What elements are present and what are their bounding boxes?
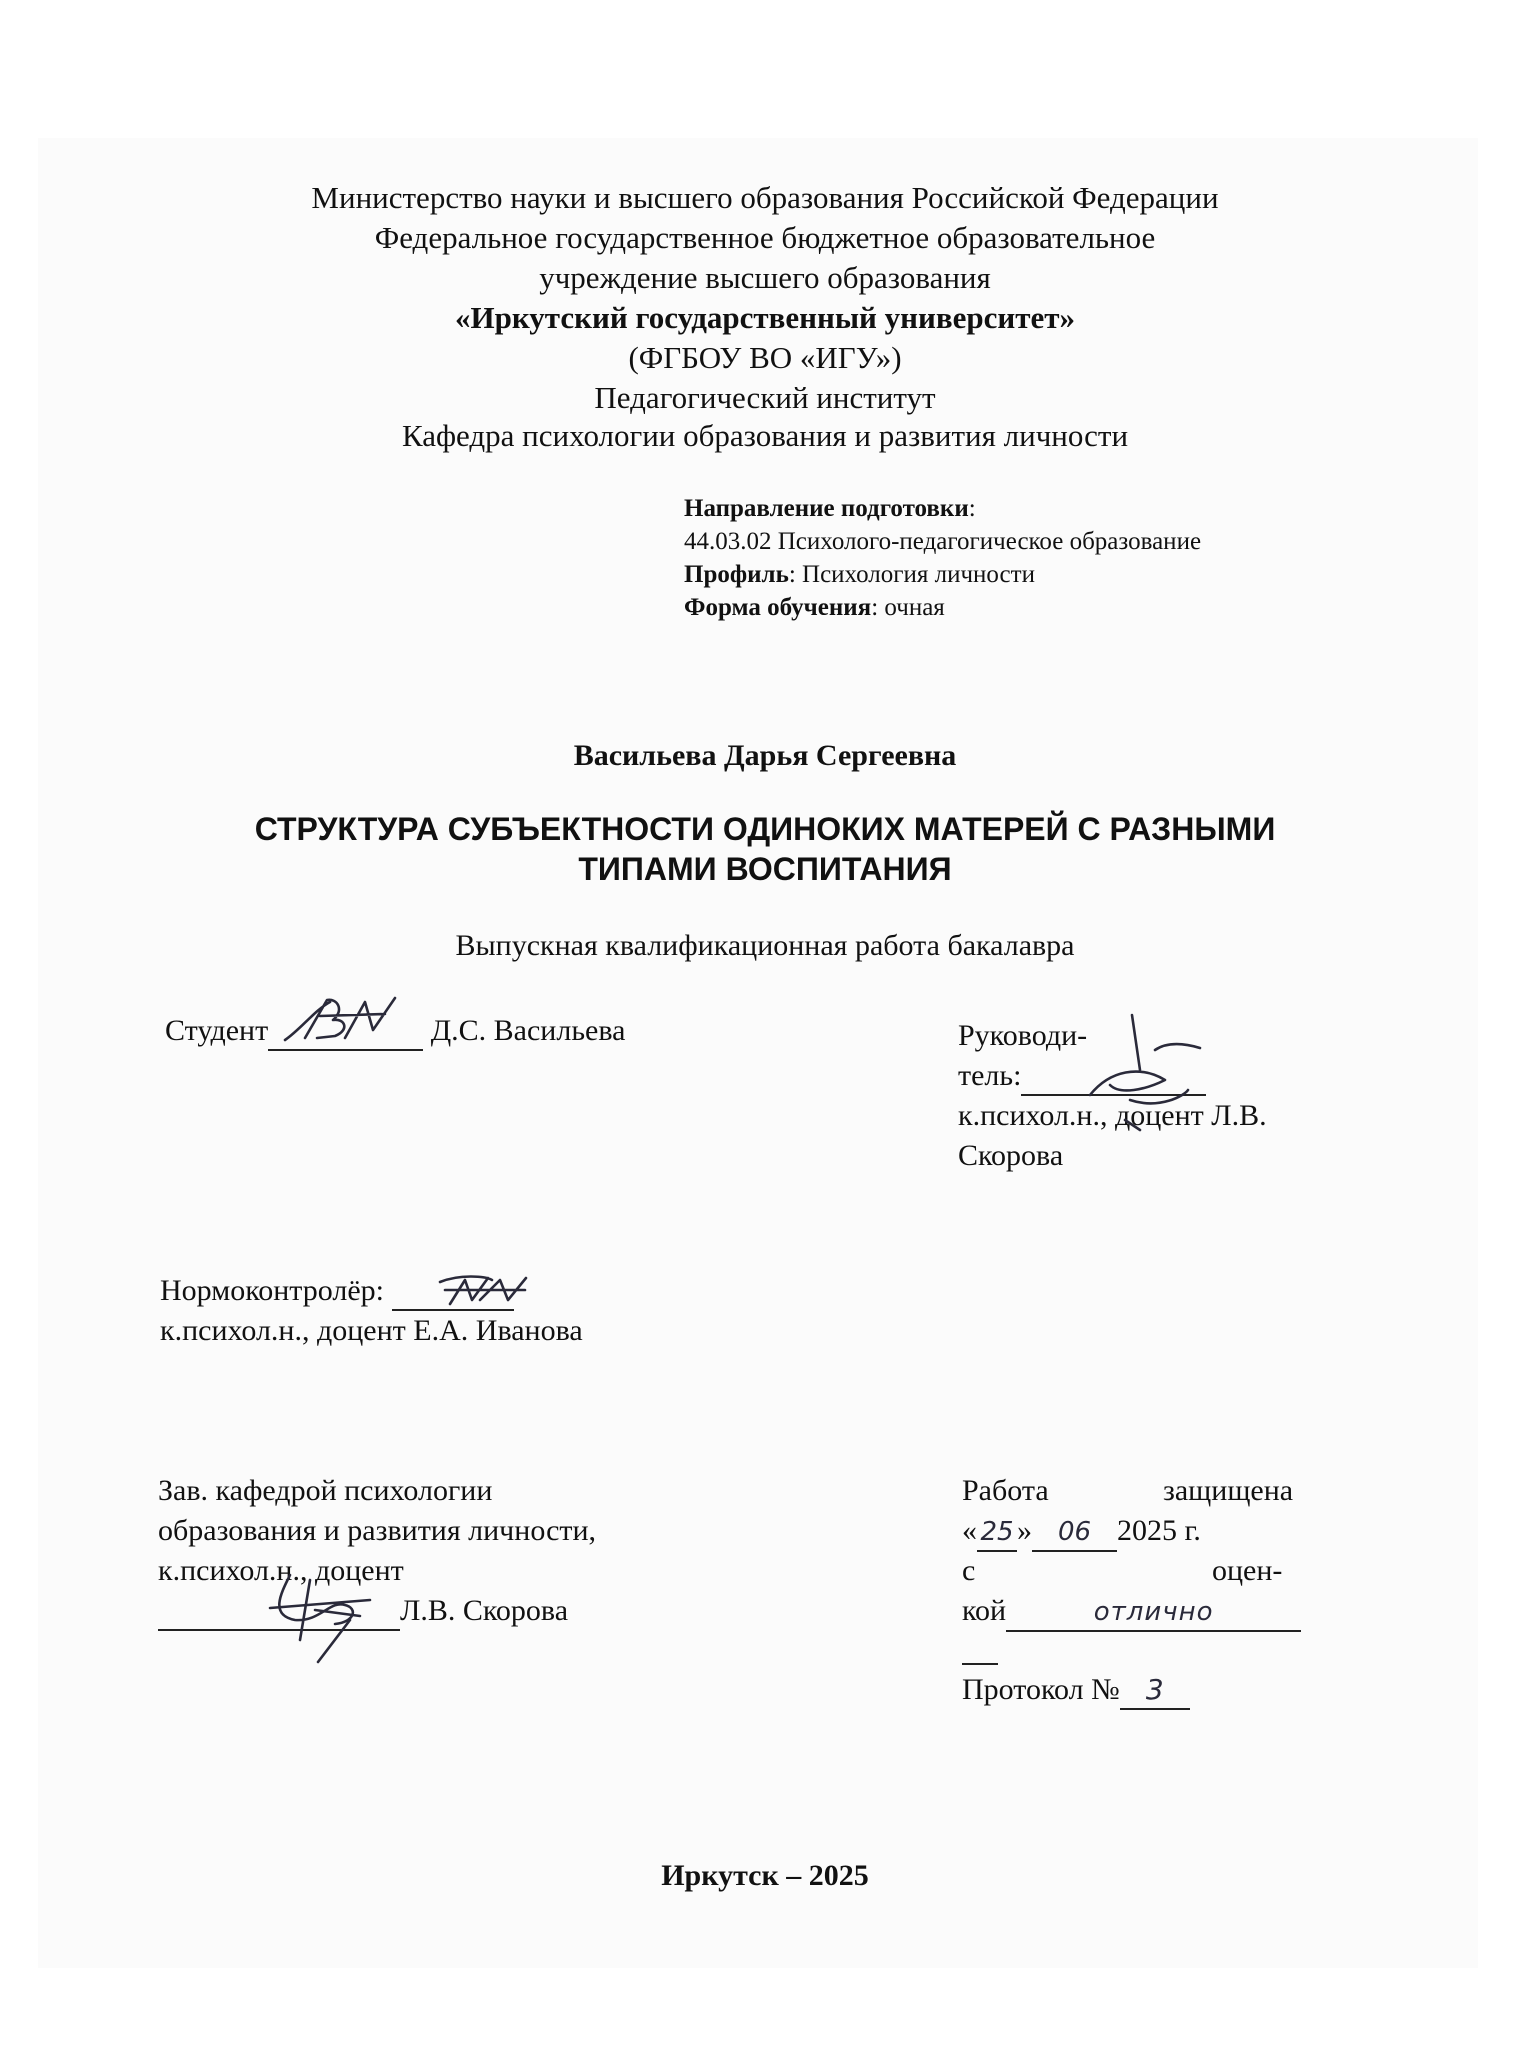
protocol-label: Протокол №: [962, 1673, 1120, 1706]
author-name: Васильева Дарья Сергеевна: [573, 739, 957, 772]
city-year: Иркутск – 2025: [661, 1859, 869, 1892]
head-title-line-2: образования и развития личности,: [158, 1514, 597, 1547]
defense-month-field: [1032, 1513, 1117, 1552]
protocol-row: [962, 1672, 1190, 1710]
study-form-row: Форма обучения: очная: [684, 594, 945, 621]
defense-date-row: [962, 1513, 1201, 1552]
student-signature: [275, 990, 425, 1060]
profile-value: Психология личности: [802, 561, 1035, 588]
student-name: Д.С. Васильева: [430, 1014, 626, 1047]
open-quote: «: [962, 1514, 977, 1547]
normcontrol-person: к.психол.н., доцент Е.А. Иванова: [160, 1314, 583, 1347]
direction-label: Направление подготовки: [684, 495, 969, 522]
student-label: Студент: [165, 1014, 269, 1047]
institution-line-1: Федеральное государственное бюджетное образовательное: [374, 220, 1156, 255]
supervisor-label-2: тель:: [958, 1059, 1022, 1092]
head-name: Л.В. Скорова: [400, 1594, 569, 1627]
university-name: «Иркутский государственный университет»: [455, 300, 1075, 335]
supervisor-label-1: Руководи-: [958, 1019, 1088, 1052]
direction-value: 44.03.02 Психолого-педагогическое образование: [684, 528, 1202, 555]
direction-row: Направление подготовки:: [684, 495, 976, 522]
grade-with: с: [962, 1554, 976, 1587]
head-signature: [240, 1550, 380, 1670]
normcontrol-signature: [430, 1270, 540, 1310]
protocol-number: 3: [1145, 1673, 1164, 1706]
normcontrol-label: Нормоконтролёр:: [160, 1274, 385, 1307]
grade-value: отлично: [1093, 1597, 1214, 1627]
protocol-field: [1120, 1672, 1190, 1710]
supervisor-name: Скорова: [958, 1139, 1064, 1172]
grade-field: [1006, 1593, 1301, 1632]
study-form-label: Форма обучения: [684, 594, 872, 621]
supervisor-degree: к.психол.н., доцент Л.В.: [958, 1099, 1267, 1132]
defense-month: 06: [1057, 1517, 1092, 1547]
head-title-line-1: Зав. кафедрой психологии: [158, 1474, 493, 1507]
profile-label: Профиль: [684, 561, 789, 588]
defense-day-field: [977, 1513, 1017, 1552]
grade-word-1: оцен-: [1212, 1554, 1283, 1587]
study-form-value: очная: [884, 594, 945, 621]
work-type: Выпускная квалификационная работа бакалавра: [455, 929, 1075, 962]
department-name: Кафедра психологии образования и развития личности: [401, 418, 1129, 453]
university-abbr: (ФГБОУ ВО «ИГУ»): [628, 340, 902, 375]
grade-word-2: кой: [962, 1594, 1007, 1627]
defense-day: 25: [980, 1517, 1014, 1547]
grade-row: [962, 1593, 1301, 1632]
close-quote: »: [1017, 1514, 1032, 1547]
grade-continuation-line: [962, 1663, 998, 1665]
defense-year: 2025 г.: [1117, 1514, 1201, 1547]
profile-row: Профиль: Психология личности: [684, 561, 1035, 588]
supervisor-signature: [1070, 1010, 1210, 1130]
head-title-line-3: к.психол.н., доцент: [158, 1554, 404, 1587]
institution-line-2: учреждение высшего образования: [539, 260, 991, 295]
thesis-title-line-2: ТИПАМИ ВОСПИТАНИЯ: [578, 851, 952, 887]
defense-word-2: защищена: [1163, 1474, 1294, 1507]
ministry-line: Министерство науки и высшего образования Российской Федерации: [311, 180, 1219, 215]
institute-name: Педагогический институт: [594, 380, 936, 415]
defense-word-1: Работа: [962, 1474, 1049, 1507]
thesis-title-line-1: СТРУКТУРА СУБЪЕКТНОСТИ ОДИНОКИХ МАТЕРЕЙ С РАЗНЫМИ: [254, 811, 1276, 847]
